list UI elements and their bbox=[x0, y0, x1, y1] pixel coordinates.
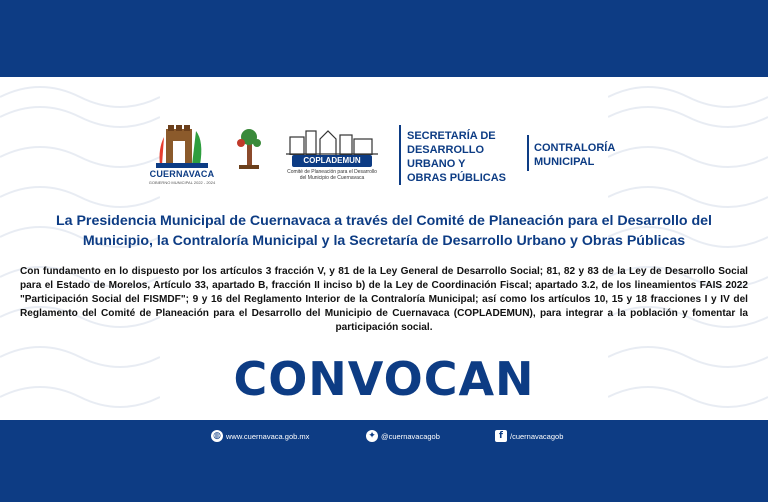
secretaria-line: URBANO Y bbox=[407, 158, 466, 170]
top-band bbox=[0, 0, 768, 77]
coplademun-caption: Comité de Planeación para el Desarrollo del Municipio de Cuernavaca bbox=[287, 169, 377, 181]
secretaria-line: SECRETARÍA DE bbox=[407, 130, 496, 142]
cuernavaca-emblem-icon bbox=[156, 121, 208, 169]
cuernavaca-logo bbox=[140, 121, 224, 187]
contraloria-line: MUNICIPAL bbox=[534, 156, 595, 168]
globe-icon: ◍ bbox=[211, 430, 223, 442]
secretaria-line: DESARROLLO bbox=[407, 144, 484, 156]
twitter-link[interactable] bbox=[366, 429, 440, 443]
contraloria-label bbox=[534, 141, 644, 169]
contraloria-line: CONTRALORÍA bbox=[534, 142, 616, 154]
logo-row bbox=[0, 121, 768, 191]
coplademun-logo bbox=[286, 125, 378, 191]
twitter-icon: ✦ bbox=[366, 430, 378, 442]
main-content bbox=[0, 77, 768, 420]
page-title: CONVOCAN bbox=[233, 352, 535, 406]
logo-divider bbox=[399, 125, 401, 185]
legal-basis-paragraph: Con fundamento en lo dispuesto por los artículos 3 fracción V, y 81 de la Ley General de Desarrollo Social; 81, 82 y 83 de la Ley de Desarrollo Social para el Estado de Morelos, Artículo 33, apartado B, fracción II inciso b) de la Ley de Coordinación Fiscal; apartado 3.2, de los lineamientos FAIS 2022 "Participación Social del FISMDF"; 9 y 16 del Reglamento Interior de la Contraloría Municipal; así como los artículos 10, 15 y 18 fracciones I y IV del Reglamento del Comité de Planeación para el Desarrollo del Municipio de Cuernavaca (COPLADEMUN), para integrar a la población y fomentar la participación social. bbox=[20, 266, 748, 333]
coplademun-label: COPLADEMUN bbox=[292, 155, 372, 167]
logo-divider bbox=[527, 135, 529, 171]
secretaria-label bbox=[407, 129, 522, 185]
cuernavaca-subtitle: GOBIERNO MUNICIPAL 2022 - 2024 bbox=[148, 180, 216, 185]
facebook-handle: /cuernavacagob bbox=[510, 431, 564, 441]
headline: La Presidencia Municipal de Cuernavaca a través del Comité de Planeación para el Desarrollo del Municipio, la Contraloría Municipal y la Secretaría de Desarrollo Urbano y Obras Públicas bbox=[55, 213, 713, 249]
secretaria-line: OBRAS PÚBLICAS bbox=[407, 172, 507, 184]
website-link[interactable] bbox=[211, 429, 309, 443]
facebook-link[interactable] bbox=[495, 429, 563, 443]
cuernavaca-wordmark: CUERNAVACA bbox=[149, 169, 215, 179]
tree-emblem-icon bbox=[234, 127, 264, 171]
city-skyline-icon bbox=[286, 125, 378, 155]
facebook-icon: f bbox=[495, 430, 507, 442]
twitter-handle: @cuernavacagob bbox=[381, 431, 440, 441]
website-text: www.cuernavaca.gob.mx bbox=[226, 431, 310, 441]
